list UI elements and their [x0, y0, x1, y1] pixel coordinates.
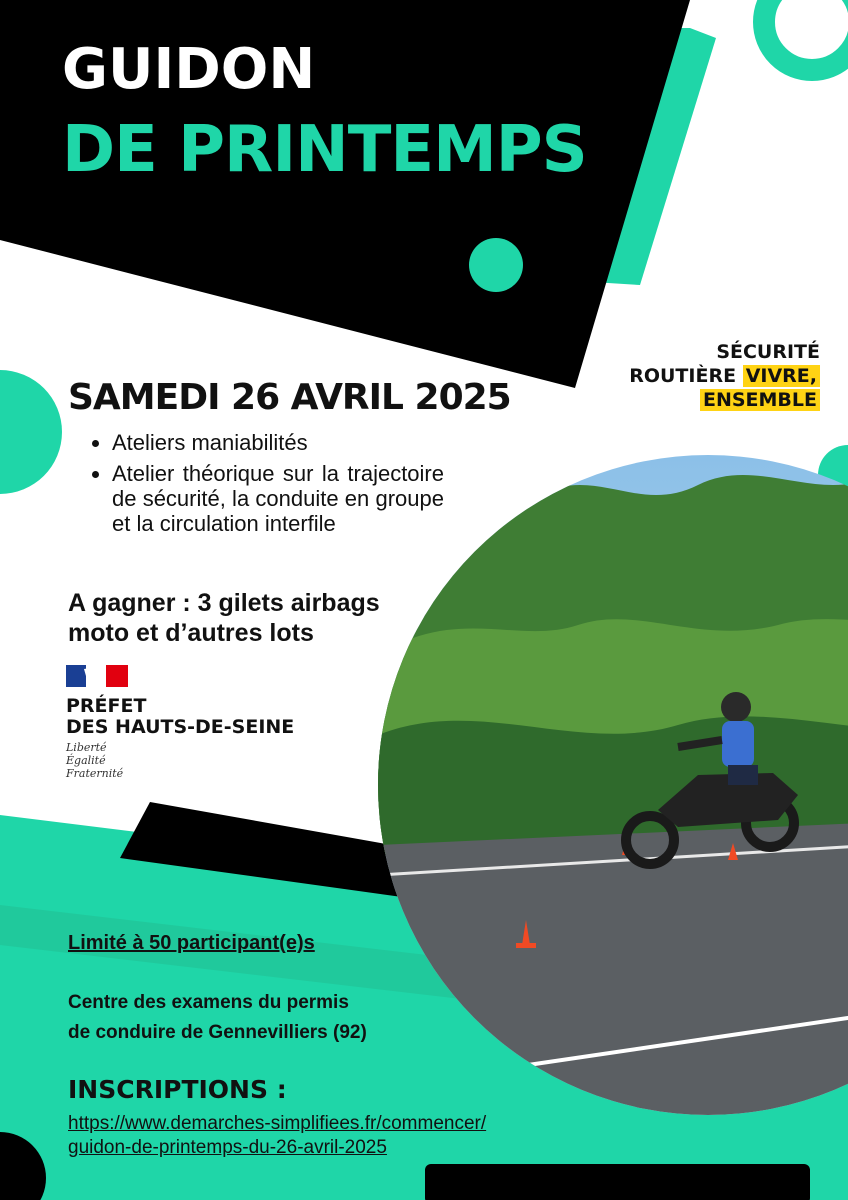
motto-fraternite: Fraternité	[66, 767, 124, 780]
motto-liberte: Liberté	[66, 741, 107, 754]
motto-egalite: Égalité	[66, 754, 106, 767]
participant-limit: Limité à 50 participant(e)s	[68, 932, 315, 954]
title-line-1: GUIDON	[62, 37, 316, 102]
list-item: • Atelier théorique sur la trajectoire de sécurité, la conduite en groupe et la circulation interfile	[112, 461, 444, 536]
logo-line-1: SÉCURITÉ	[716, 341, 820, 363]
registration-link[interactable]	[68, 1112, 588, 1160]
prefet-line-2: DES HAUTS-DE-SEINE	[66, 716, 295, 738]
event-date: SAMEDI 26 AVRIL 2025	[68, 377, 511, 418]
activities-list	[88, 430, 444, 542]
prefet-line-1: PRÉFET	[66, 695, 147, 717]
location-line-1: Centre des examens du permis	[68, 992, 349, 1013]
event-location	[68, 988, 448, 1048]
securite-routiere-logo	[620, 340, 820, 412]
logo-line-3: ENSEMBLE	[700, 389, 820, 411]
registration-url-line-1[interactable]: https://www.demarches-simplifiees.fr/commencer/	[68, 1113, 487, 1134]
prize-text: A gagner : 3 gilets airbags moto et d’autres lots	[68, 589, 380, 647]
prefet-logo	[66, 665, 336, 805]
registration-heading: INSCRIPTIONS :	[68, 1075, 287, 1104]
location-line-2: de conduire de Gennevilliers (92)	[68, 1022, 367, 1043]
logo-line-2b: VIVRE,	[743, 365, 820, 387]
registration-url-line-2[interactable]: guidon-de-printemps-du-26-avril-2025	[68, 1137, 387, 1158]
marianne-flag-icon	[66, 665, 128, 687]
list-item: • Ateliers maniabilités	[112, 430, 444, 455]
logo-line-2a: ROUTIÈRE	[629, 365, 737, 387]
title-line-2: DE PRINTEMPS	[62, 113, 587, 187]
